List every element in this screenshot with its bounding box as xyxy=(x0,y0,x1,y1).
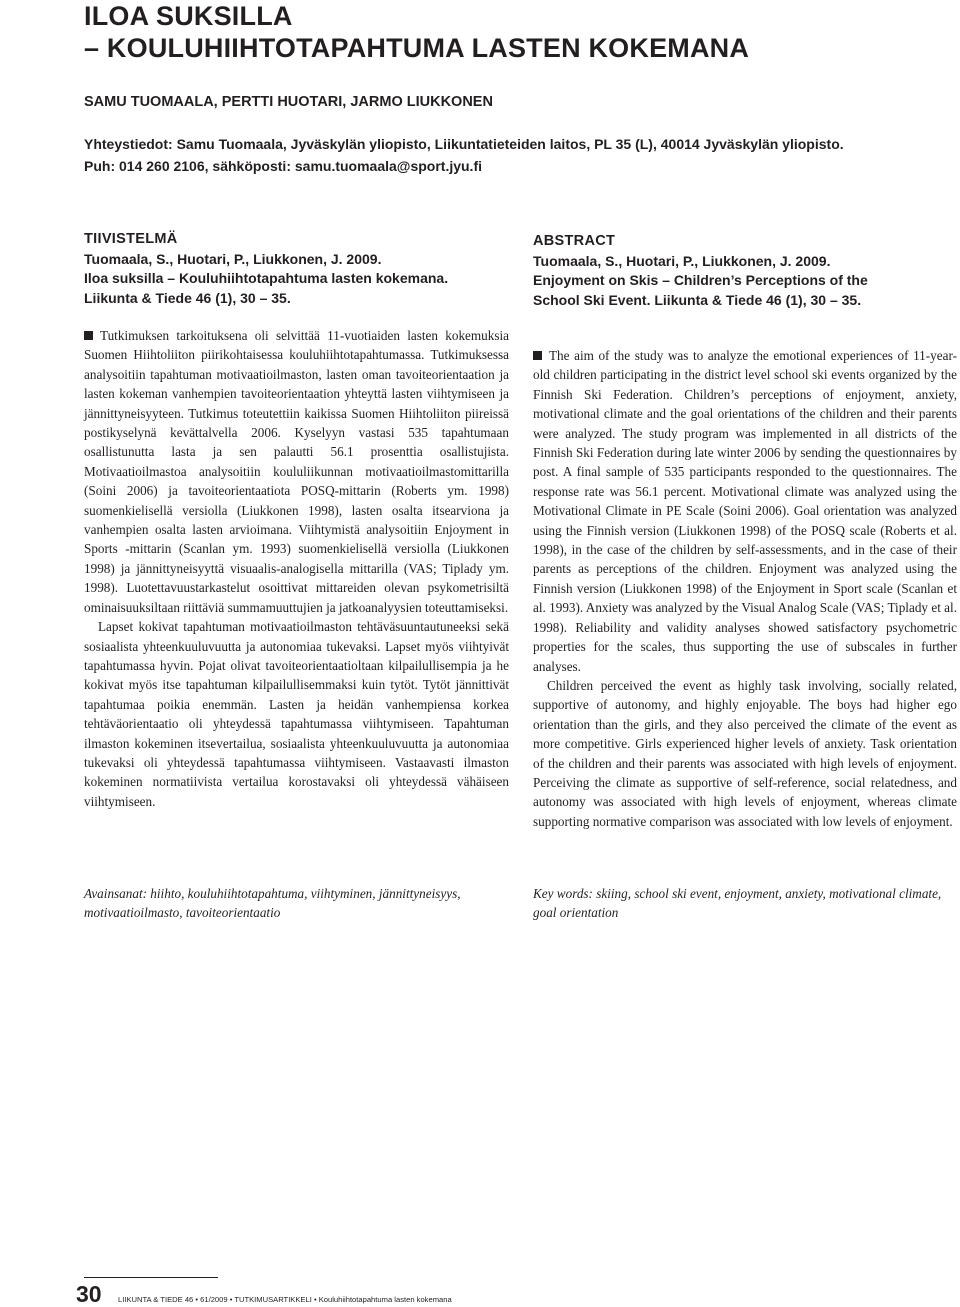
finnish-citation-line-2: Iloa suksilla – Kouluhiihtotapahtuma lasten kokemana. xyxy=(84,270,449,286)
page-number: 30 xyxy=(76,1281,102,1307)
english-keywords: Key words: skiing, school ski event, enjoyment, anxiety, motivational climate, goal orientation xyxy=(533,886,942,921)
english-abstract-body xyxy=(533,346,957,831)
finnish-abstract-header xyxy=(84,230,448,308)
finnish-abstract-body xyxy=(84,326,509,811)
finnish-abstract-heading: TIIVISTELMÄ xyxy=(84,231,178,247)
contact-line-2: Puh: 014 260 2106, sähköposti: samu.tuomaala@sport.jyu.fi xyxy=(84,158,483,174)
english-citation-line-2: Enjoyment on Skis – Children’s Perceptions of the xyxy=(533,272,868,288)
finnish-paragraph-2: Lapset kokivat tapahtuman motivaatioilmaston tehtäväsuuntautuneeksi sekä sosiaalista yhteenkuuluvuutta ja autonomiaa tukevaksi. Lapset myös viihtyivät tapahtumassa hyvin. Pojat olivat tavoiteorientaatioltaan kilpailullisempia ja he kokivat myös itse tapahtuman kilpailullisemmaksi kuin tytöt. Tytöt jännittivät tapahtumaa poikia enemmän. Lasten ja heidän vanhempiensa korkea tehtäväorientaatio oli yhteydessä tapahtumassa viihtymiseen. Tapahtuman ilmaston kokeminen itsevertailua, sosiaalista yhteenkuuluvuutta ja autonomiaa tukevaksi oli yhteydessä tapahtumassa viihtymiseen. Vastaavasti ilmaston kokeminen normatiivista vertailua korostavaksi oli yhteydessä vähäiseen viihtymiseen. xyxy=(84,619,509,809)
footer-divider xyxy=(84,1277,218,1278)
article-title-line-1: ILOA SUKSILLA xyxy=(84,1,293,31)
article-title-line-2: – KOULUHIIHTOTAPAHTUMA LASTEN KOKEMANA xyxy=(84,33,750,63)
running-footer: LIIKUNTA & TIEDE 46 • 61/2009 • TUTKIMUSARTIKKELI • Kouluhiihtotapahtuma lasten kokemana xyxy=(118,1295,452,1304)
contact-info xyxy=(84,133,944,177)
finnish-keywords: Avainsanat: hiihto, kouluhiihtotapahtuma, viihtyminen, jännittyneisyys, motivaatioilmasto, tavoiteorientaatio xyxy=(84,886,461,921)
authors: SAMU TUOMAALA, PERTTI HUOTARI, JARMO LIUKKONEN xyxy=(84,94,493,110)
contact-line-1: Yhteystiedot: Samu Tuomaala, Jyväskylän yliopisto, Liikuntatieteiden laitos, PL 35 (L), 40014 Jyväskylän yliopisto. xyxy=(84,136,844,152)
finnish-citation-line-1: Tuomaala, S., Huotari, P., Liukkonen, J. 2009. xyxy=(84,250,382,267)
finnish-citation-line-3: Liikunta & Tiede 46 (1), 30 – 35. xyxy=(84,289,291,306)
english-paragraph-1 xyxy=(533,346,957,676)
english-paragraph-2: Children perceived the event as highly task involving, socially related, supportive of autonomy, and highly enjoyable. The boys had higher ego orientation than the girls, and they also perceived the climate of the event as more competitive. Girls experienced higher levels of anxiety. Task orientation of the children and their parents was associated with high levels of enjoyment. Perceiving the climate as supportive of self-reference, social relatedness, and autonomy was associated with high levels of enjoyment, whereas climate supporting normative comparison was associated with low levels of enjoyment. xyxy=(533,677,957,829)
english-paragraph-1-text: The aim of the study was to analyze the emotional experiences of 11-year-old children participating in the district level school ski events organized by the Finnish Ski Federation. Children’s perceptions of enjoyment, anxiety, motivational climate and the goal orientations of the children and their parents were analyzed. The study program was implemented in all districts of the Finnish Ski Federation during late winter 2006 by sending the questionnaires by post. A final sample of 535 participants responded to the questionnaires. The response rate was 56.1 percent. Motivational climate was analyzed using the Motivational Climate in PE Scale (Soini 2006). Goal orientation was analyzed using the Finnish version (Liukkonen 1998) of the POSQ scale (Roberts et al. 1998), in the case of the children by self-assessments, and in the case of their parents as perceptions of the children. Enjoyment was analyzed using the Finnish version (Liukkonen 1998) of the Enjoyment in Sport scale (Scanlan et al. 1993). Anxiety was analyzed by the Visual Analog Scale (VAS; Tiplady et al. 1998). Reliability and validity analyses showed satisfactory psychometric properties for the scales, thus supporting the use of subscales in further analyses. xyxy=(533,348,957,674)
english-citation-line-1: Tuomaala, S., Huotari, P., Liukkonen, J. 2009. xyxy=(533,252,831,269)
paragraph-marker-square xyxy=(84,331,93,340)
finnish-paragraph-1 xyxy=(84,326,509,617)
finnish-paragraph-1-text: Tutkimuksen tarkoituksena oli selvittää 11-vuotiaiden lasten kokemuksia Suomen Hiihtoliiton piirikohtaisessa kouluhiihtotapahtumassa. Tutkimuksessa analysoitiin tapahtuman motivaatioilmaston, lasten oman tavoiteorientaation ja lasten kokeman vanhempien tavoiteorientaation yhteyttä lasten viihtymiseen ja jännittyneisyyteen. Tutkimus toteutettiin kaikissa Suomen Hiihtoliiton piireissä postikyselynä kevättalvella 2006. Kyselyyn vastasi 535 tapahtumaan osallistunutta lasta ja sen palautti 56.1 prosenttia osallistujista. Motivaatioilmastoa analysoitiin koululiikunnan motivaatioilmastomittarilla (Soini 2006) ja tavoiteorientaatiota POSQ-mittarin (Roberts ym. 1998) suomenkielisellä versiolla (Liukkonen 1998), lasten osalta itsearviona ja vanhempien osalta lasten arvioimana. Viihtymistä analysoitiin Enjoyment in Sports -mittarin (Scanlan ym. 1993) suomenkielisellä versiolla (Liukkonen 1998) ja jännittyneisyyttä visuaalis-analogisella mittarilla (VAS; Tiplady ym. 1998). Luotettavuustarkastelut osoittivat mittareiden olevan psykometrisiltä ominaisuuksiltaan riittäviä summamuuttujien ja jatkoanalyysien toteuttamiseksi. xyxy=(84,328,509,615)
english-abstract-heading: ABSTRACT xyxy=(533,233,616,249)
english-citation-line-3: School Ski Event. Liikunta & Tiede 46 (1), 30 – 35. xyxy=(533,291,862,308)
english-abstract-header xyxy=(533,232,868,310)
paragraph-marker-square xyxy=(533,351,542,360)
